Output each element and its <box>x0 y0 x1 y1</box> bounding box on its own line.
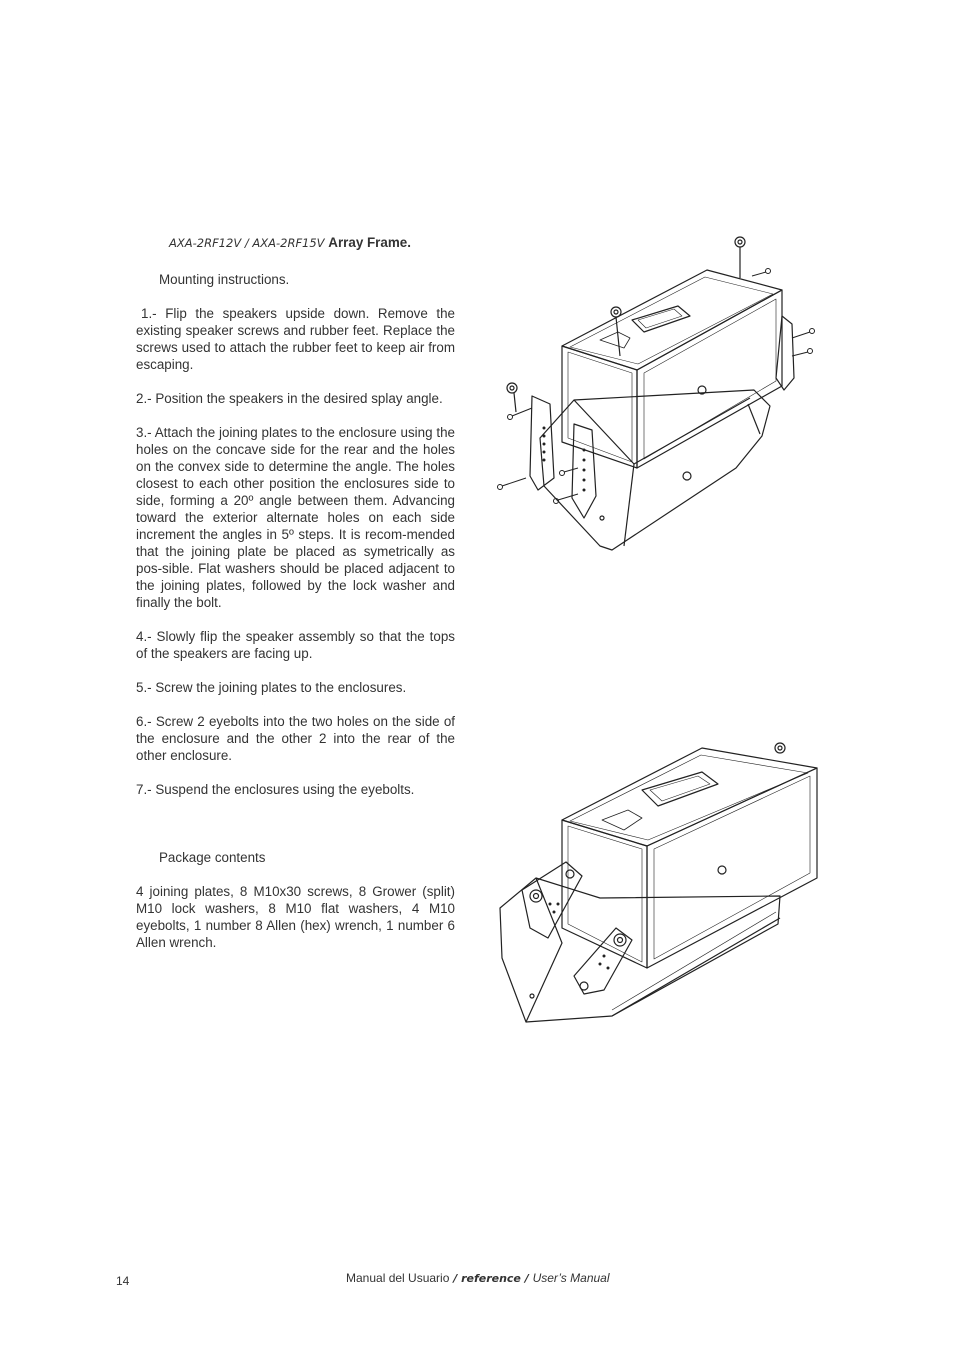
mounting-heading: Mounting instructions. <box>159 272 290 287</box>
mounting-step-6: 6.- Screw 2 eyebolts into the two holes on the side of the enclosure and the other 2 into the rear of the other enclosure. <box>136 714 455 763</box>
footer-right: User’s Manual <box>532 1271 610 1285</box>
mounting-step-3: 3.- Attach the joining plates to the enclosure using the holes on the concave side for the rear and the holes on the convex side to determine the angle. The holes closest to each other position the enclosures side to side, forming a 20º angle between them. Advancing toward the exterior alternate holes on each side increment the angles in 5º steps. It is recom-mended that the joining plate be placed as symetrically as pos-sible. Flat washers should be placed adjacent to the joining plates, followed by the lock washer and finally the bolt. <box>136 425 455 610</box>
joining-plate-icon <box>572 424 596 518</box>
section-title-text: Array Frame. <box>328 235 411 250</box>
footer-middle: / reference / <box>449 1272 533 1285</box>
package-heading: Package contents <box>159 850 266 865</box>
mounting-step-1: 1.- Flip the speakers upside down. Remove the existing speaker screws and rubber feet. Replace the screws used to attach the rubber feet to keep air from escaping. <box>136 306 455 372</box>
page-number: 14 <box>116 1274 130 1288</box>
footer-left: Manual del Usuario <box>346 1271 450 1285</box>
spacer <box>136 815 455 849</box>
eyebolt-icon <box>735 237 745 278</box>
section-title <box>169 234 455 252</box>
speaker-assembly-assembled-drawing <box>492 728 832 1034</box>
mounting-step-7: 7.- Suspend the enclosures using the eyebolts. <box>136 782 415 797</box>
joining-plate-icon <box>530 396 554 490</box>
mounting-step-5: 5.- Screw the joining plates to the enclosures. <box>136 680 407 695</box>
package-text: 4 joining plates, 8 M10x30 screws, 8 Grower (split) M10 lock washers, 8 M10 flat washers, 4 M10 eyebolts, 1 number 8 Allen (hex) wrench, 1 number 6 Allen wrench. <box>136 884 455 950</box>
text-column <box>136 234 455 968</box>
eyebolt-icon <box>775 743 785 753</box>
mounting-step-2: 2.- Position the speakers in the desired splay angle. <box>136 391 443 406</box>
speaker-assembly-exploded-drawing <box>492 228 832 558</box>
mounting-step-4: 4.- Slowly flip the speaker assembly so that the tops of the speakers are facing up. <box>136 629 455 661</box>
page-footer <box>346 1271 610 1285</box>
eyebolt-icon <box>611 307 621 356</box>
model-name: AXA-2RF12V / AXA-2RF15V <box>169 236 325 250</box>
eyebolt-icon <box>507 383 517 412</box>
